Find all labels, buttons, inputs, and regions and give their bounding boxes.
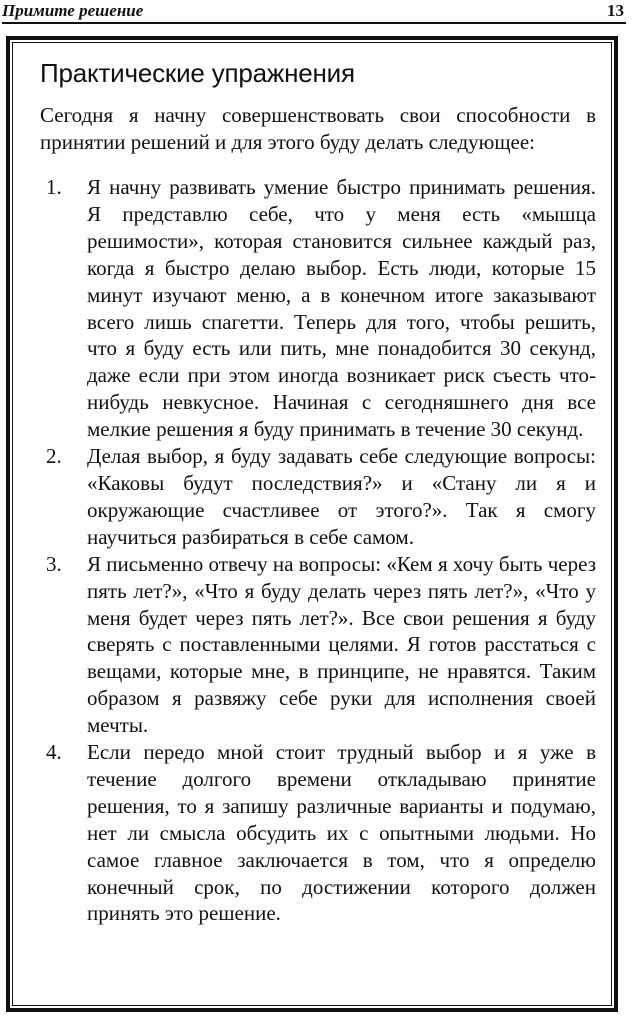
box-title: Практические упражнения xyxy=(40,58,355,88)
intro-paragraph: Сегодня я начну совершенствовать свои способности в принятии решений и для этого буду делать следующее: xyxy=(40,103,596,154)
list-item xyxy=(0,443,596,551)
list-item-text: Я письменно отвечу на вопросы: «Кем я хочу быть через пять лет?», «Что я буду делать через пять лет?», «Что у меня будет через пять лет?». Все свои решения я буду сверять с поставленными целями. Я готов расстаться с вещами, которые мне, в принципе, не нравятся. Таким образом я развяжу себе руки для исполнения своей мечты. xyxy=(87,551,596,738)
list-item xyxy=(0,739,596,927)
page-number: 13 xyxy=(607,1,624,20)
list-item-number: 4. xyxy=(46,740,62,765)
list-item-text: Я начну развивать умение быстро принимать решения. Я представлю себе, что у меня есть «мышца решимости», которая становится сильнее каждый раз, когда я быстро делаю выбор. Есть люди, которые 15 минут изучают меню, а в конечном итоге заказывают всего лишь спагетти. Теперь для того, чтобы решить, что я буду есть или пить, мне понадобится 30 секунд, даже если при этом иногда возникает риск съесть что-нибудь невкусное. Начиная с сегодняшнего дня все мелкие решения я буду принимать в течение 30 секунд. xyxy=(87,175,596,442)
list-item-number: 3. xyxy=(46,551,62,576)
list-item-number: 1. xyxy=(46,175,62,199)
list-item-number: 2. xyxy=(46,444,62,469)
chapter-title: Примите решение xyxy=(2,1,144,20)
list-item xyxy=(0,174,596,443)
running-header xyxy=(2,0,626,24)
list-item-text: Делая выбор, я буду задавать себе следующие вопросы: «Каковы будут последствия?» и «Стану ли я и окружающие счастливее от этого?». Так я смогу научиться разбираться в себе самом. xyxy=(87,444,596,549)
exercise-list xyxy=(0,174,596,927)
list-item xyxy=(0,551,596,739)
list-item-text: Если передо мной стоит трудный выбор и я уже в течение долгого времени откладываю принятие решения, то я запишу различные варианты и подумаю, нет ли смысла обсудить их с опытными людьми. Но самое главное заключается в том, что я определю конечный срок, по достижении которого должен принять это решение. xyxy=(87,740,596,926)
